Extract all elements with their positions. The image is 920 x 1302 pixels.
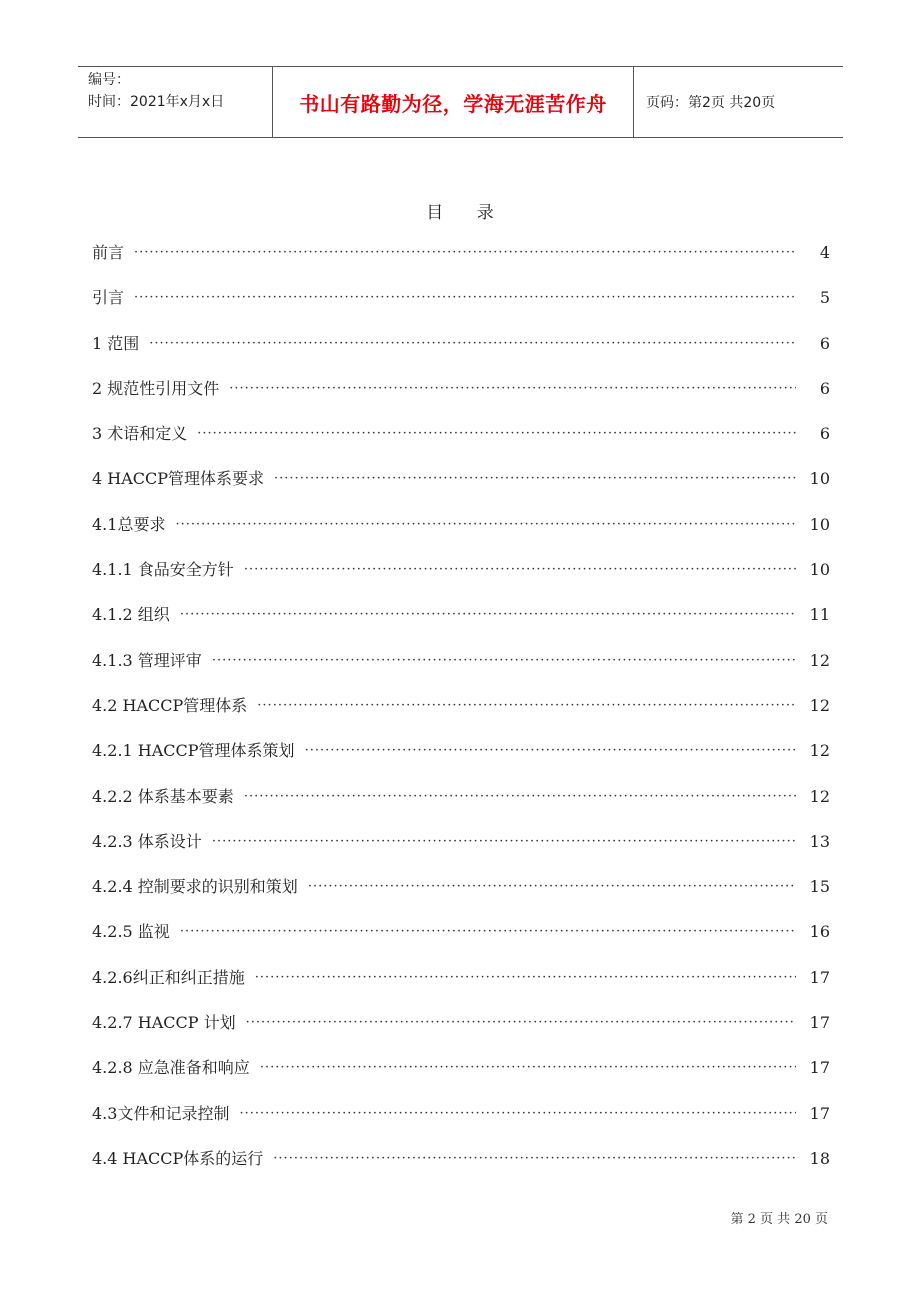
toc-entry-page: 10 xyxy=(809,560,830,580)
toc-entry[interactable] xyxy=(92,331,830,376)
toc-leader-dots xyxy=(255,970,796,985)
toc-leader-dots xyxy=(212,834,796,849)
table-of-contents xyxy=(92,240,830,1191)
toc-entry-label: 前言 xyxy=(92,243,125,262)
toc-leader-dots xyxy=(134,245,796,260)
toc-entry-page: 12 xyxy=(809,786,830,806)
toc-entry-label: 4.2.5 监视 xyxy=(92,922,170,942)
toc-entry[interactable] xyxy=(92,421,830,466)
toc-entry-page: 13 xyxy=(809,831,830,851)
toc-entry-page: 17 xyxy=(809,1058,830,1078)
toc-entry[interactable] xyxy=(92,874,830,919)
page-footer: 第 2 页 共 20 页 xyxy=(730,1212,828,1227)
toc-entry-page: 12 xyxy=(809,650,830,670)
toc-entry[interactable] xyxy=(92,602,830,647)
toc-title: 目 录 xyxy=(426,203,508,223)
toc-entry-page: 4 xyxy=(819,243,830,262)
toc-entry[interactable] xyxy=(92,919,830,964)
toc-leader-dots xyxy=(180,607,796,622)
toc-leader-dots xyxy=(246,1015,796,1030)
toc-entry-label: 4.2.7 HACCP 计划 xyxy=(92,1013,236,1033)
toc-entry-page: 10 xyxy=(809,514,830,534)
toc-entry-label: 引言 xyxy=(92,288,125,308)
toc-entry[interactable] xyxy=(92,1055,830,1100)
toc-entry-page: 5 xyxy=(819,288,830,308)
toc-entry[interactable] xyxy=(92,1010,830,1055)
toc-entry-label: 4.2 HACCP管理体系 xyxy=(92,695,248,715)
toc-entry-label: 4.1.2 组织 xyxy=(92,605,170,625)
toc-leader-dots xyxy=(274,471,796,486)
number-label: 编号： xyxy=(88,72,130,88)
toc-entry-label: 4.3文件和记录控制 xyxy=(92,1103,230,1123)
toc-entry[interactable] xyxy=(92,965,830,1010)
toc-entry-page: 10 xyxy=(809,469,830,489)
date-label: 时间：2021年x月x日 xyxy=(88,94,225,110)
toc-entry-label: 4.2.3 体系设计 xyxy=(92,831,202,851)
header-page-info: 页码：第2页 共20页 xyxy=(646,95,776,111)
toc-entry-page: 12 xyxy=(809,741,830,761)
toc-entry-page: 17 xyxy=(809,967,830,987)
toc-entry-label: 4.1.1 食品安全方针 xyxy=(92,560,234,580)
toc-leader-dots xyxy=(212,653,796,668)
toc-entry[interactable] xyxy=(92,1101,830,1146)
toc-entry-label: 4.1总要求 xyxy=(92,514,166,534)
toc-leader-dots xyxy=(244,789,796,804)
toc-entry[interactable] xyxy=(92,285,830,330)
toc-leader-dots xyxy=(308,879,796,894)
toc-leader-dots xyxy=(273,1151,796,1166)
toc-leader-dots xyxy=(180,924,796,939)
toc-entry-label: 4.2.1 HACCP管理体系策划 xyxy=(92,741,295,761)
toc-entry-label: 1 范围 xyxy=(92,333,140,353)
toc-entry[interactable] xyxy=(92,784,830,829)
toc-leader-dots xyxy=(260,1060,796,1075)
toc-entry[interactable] xyxy=(92,829,830,874)
toc-entry-label: 4.2.4 控制要求的识别和策划 xyxy=(92,877,298,897)
toc-leader-dots xyxy=(149,336,796,351)
toc-entry-page: 11 xyxy=(809,605,830,625)
toc-entry[interactable] xyxy=(92,376,830,421)
toc-entry-label: 2 规范性引用文件 xyxy=(92,378,220,398)
toc-entry[interactable] xyxy=(92,738,830,783)
toc-entry[interactable] xyxy=(92,512,830,557)
toc-entry-page: 6 xyxy=(819,424,830,444)
toc-entry[interactable] xyxy=(92,693,830,738)
toc-leader-dots xyxy=(305,743,796,758)
page-header xyxy=(78,66,843,138)
header-motto: 书山有路勤为径，学海无涯苦作舟 xyxy=(273,67,634,137)
toc-leader-dots xyxy=(197,426,796,441)
toc-entry[interactable] xyxy=(92,648,830,693)
toc-entry-label: 4.2.8 应急准备和响应 xyxy=(92,1058,250,1078)
toc-entry-label: 3 术语和定义 xyxy=(92,424,188,444)
toc-leader-dots xyxy=(175,517,796,532)
toc-entry-label: 4.2.6纠正和纠正措施 xyxy=(92,967,245,987)
toc-entry-label: 4.1.3 管理评审 xyxy=(92,650,202,670)
header-meta-cell xyxy=(78,67,273,137)
toc-entry-page: 17 xyxy=(809,1013,830,1033)
toc-entry[interactable] xyxy=(92,466,830,511)
toc-entry[interactable] xyxy=(92,240,830,285)
toc-entry-page: 6 xyxy=(819,333,830,353)
toc-entry-page: 12 xyxy=(809,695,830,715)
toc-entry[interactable] xyxy=(92,1146,830,1191)
toc-entry-label: 4.4 HACCP体系的运行 xyxy=(92,1148,264,1168)
toc-entry-page: 16 xyxy=(809,922,830,942)
toc-entry-label: 4.2.2 体系基本要素 xyxy=(92,786,234,806)
toc-leader-dots xyxy=(244,562,796,577)
toc-entry-page: 15 xyxy=(809,877,830,897)
toc-leader-dots xyxy=(257,698,796,713)
toc-entry-label: 4 HACCP管理体系要求 xyxy=(92,469,265,489)
toc-entry-page: 18 xyxy=(809,1148,830,1168)
toc-leader-dots xyxy=(134,290,796,305)
toc-leader-dots xyxy=(229,381,796,396)
toc-leader-dots xyxy=(239,1106,796,1121)
toc-entry[interactable] xyxy=(92,557,830,602)
toc-entry-page: 17 xyxy=(809,1103,830,1123)
toc-entry-page: 6 xyxy=(819,378,830,398)
